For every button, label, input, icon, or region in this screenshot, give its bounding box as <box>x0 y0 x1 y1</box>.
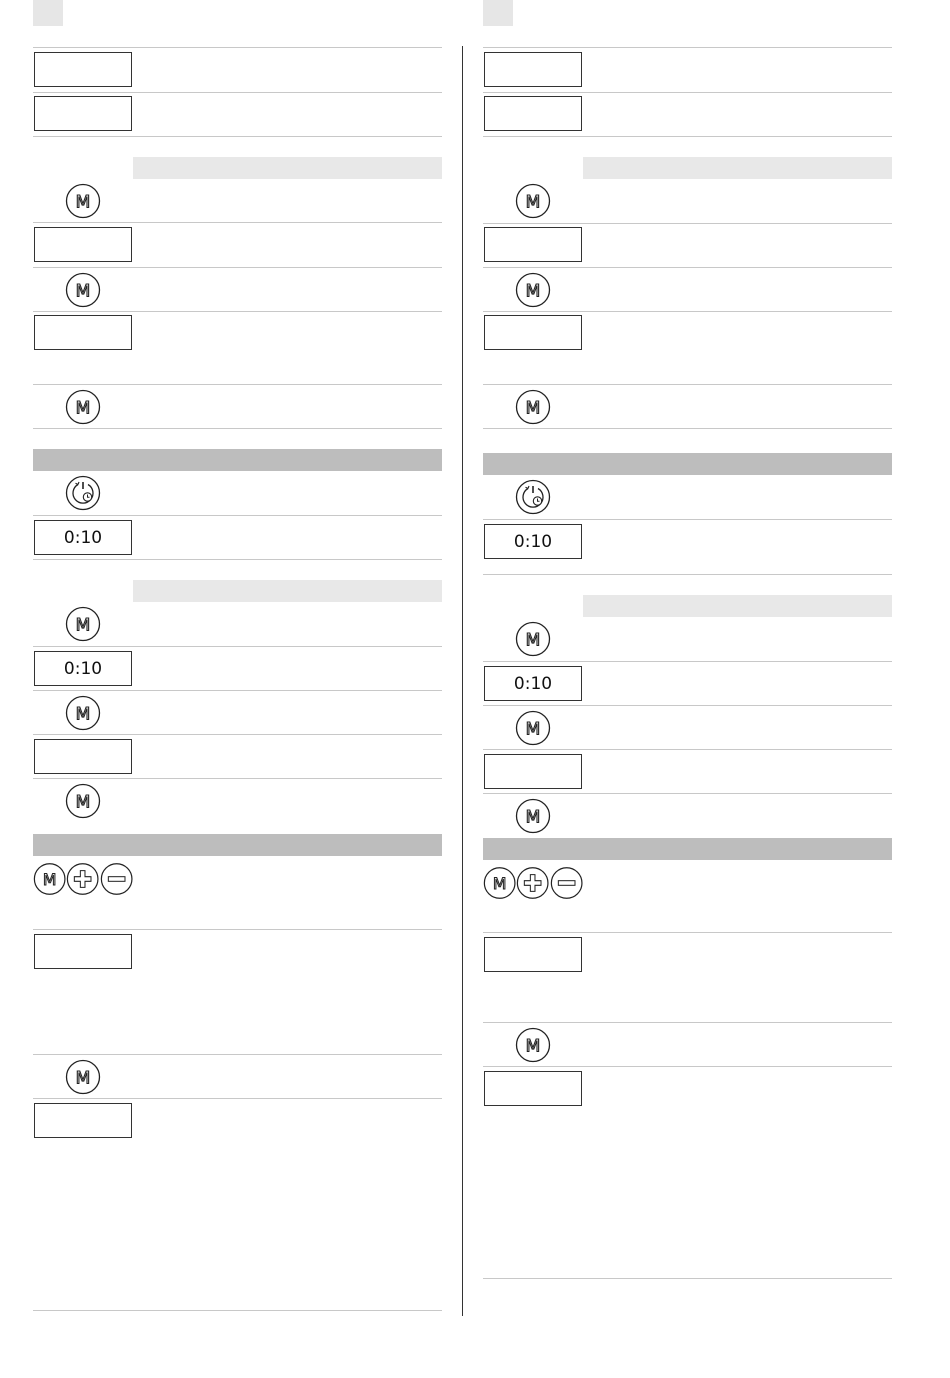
subsection-bar <box>583 157 892 179</box>
divider <box>33 311 442 312</box>
svg-text:M: M <box>525 192 541 213</box>
divider <box>483 428 892 429</box>
timer-clock-icon <box>515 479 551 515</box>
menu-step <box>33 1057 133 1097</box>
menu-step <box>33 387 133 427</box>
svg-text:M: M <box>75 398 91 419</box>
menu-m-button-icon <box>65 272 101 308</box>
divider <box>33 267 442 268</box>
divider <box>483 705 892 706</box>
menu-m-button-icon <box>515 710 551 746</box>
language-badge <box>33 0 63 26</box>
display-panel <box>484 1071 582 1106</box>
section-bar <box>33 834 442 856</box>
menu-m-button-icon <box>515 183 551 219</box>
divider <box>33 646 442 647</box>
button-combo-step <box>483 863 583 903</box>
language-badge <box>483 0 513 26</box>
display-panel <box>34 934 132 969</box>
svg-text:M: M <box>75 704 91 725</box>
svg-text:M: M <box>525 1036 541 1057</box>
display-panel <box>34 739 132 774</box>
svg-text:M: M <box>525 281 541 302</box>
display-panel <box>34 52 132 87</box>
menu-m-button-icon <box>483 865 516 901</box>
divider <box>483 661 892 662</box>
menu-step <box>33 781 133 821</box>
svg-text:M: M <box>75 1068 91 1089</box>
display-panel <box>484 937 582 972</box>
menu-step <box>483 796 583 836</box>
divider <box>483 311 892 312</box>
display-panel <box>484 227 582 262</box>
menu-m-button-icon <box>65 1059 101 1095</box>
divider <box>33 559 442 560</box>
menu-step <box>483 181 583 221</box>
display-panel <box>484 754 582 789</box>
display-panel <box>484 315 582 350</box>
menu-step <box>33 693 133 733</box>
menu-step <box>483 619 583 659</box>
divider <box>483 1066 892 1067</box>
divider <box>483 47 892 48</box>
svg-text:M: M <box>525 719 541 740</box>
display-panel: 0:10 <box>484 666 582 701</box>
menu-m-button-icon <box>515 798 551 834</box>
divider <box>33 428 442 429</box>
svg-text:M: M <box>75 192 91 213</box>
menu-m-button-icon <box>515 621 551 657</box>
menu-step <box>33 270 133 310</box>
divider <box>33 1310 442 1311</box>
divider <box>33 515 442 516</box>
svg-text:M: M <box>75 792 91 813</box>
left-column <box>33 0 453 1330</box>
timer-step <box>33 473 133 513</box>
divider <box>33 384 442 385</box>
svg-text:M: M <box>75 615 91 636</box>
divider <box>483 1022 892 1023</box>
right-column <box>483 0 903 1330</box>
menu-m-button-icon <box>65 695 101 731</box>
plus-button-icon <box>66 861 99 897</box>
divider <box>483 223 892 224</box>
svg-text:M: M <box>525 398 541 419</box>
display-panel: 0:10 <box>34 520 132 555</box>
divider <box>33 929 442 930</box>
divider <box>33 690 442 691</box>
divider <box>33 734 442 735</box>
divider <box>483 793 892 794</box>
divider <box>33 136 442 137</box>
divider <box>483 267 892 268</box>
divider <box>33 92 442 93</box>
menu-m-button-icon <box>515 1027 551 1063</box>
menu-m-button-icon <box>65 183 101 219</box>
minus-button-icon <box>100 861 133 897</box>
subsection-bar <box>133 580 442 602</box>
svg-text:M: M <box>525 630 541 651</box>
display-panel: 0:10 <box>484 524 582 559</box>
menu-m-button-icon <box>65 389 101 425</box>
menu-step <box>33 604 133 644</box>
menu-step <box>33 181 133 221</box>
button-combo-step <box>33 859 133 899</box>
menu-m-button-icon <box>515 389 551 425</box>
svg-text:M: M <box>525 807 541 828</box>
divider <box>33 222 442 223</box>
section-bar <box>33 449 442 471</box>
display-panel <box>484 52 582 87</box>
divider <box>33 47 442 48</box>
menu-m-button-icon <box>65 606 101 642</box>
minus-button-icon <box>550 865 583 901</box>
column-divider <box>462 46 463 1316</box>
divider <box>33 1054 442 1055</box>
subsection-bar <box>133 157 442 179</box>
timer-clock-icon <box>65 475 101 511</box>
subsection-bar <box>583 595 892 617</box>
divider <box>483 92 892 93</box>
divider <box>483 519 892 520</box>
svg-text:M: M <box>75 281 91 302</box>
display-panel <box>34 96 132 131</box>
menu-m-button-icon <box>65 783 101 819</box>
menu-step <box>483 270 583 310</box>
menu-step <box>483 708 583 748</box>
menu-m-button-icon <box>33 861 66 897</box>
divider <box>483 749 892 750</box>
menu-m-button-icon <box>515 272 551 308</box>
section-bar <box>483 453 892 475</box>
section-bar <box>483 838 892 860</box>
divider <box>483 384 892 385</box>
menu-step <box>483 1025 583 1065</box>
timer-step <box>483 477 583 517</box>
svg-text:M: M <box>492 874 507 894</box>
display-panel <box>34 227 132 262</box>
display-panel <box>484 96 582 131</box>
divider <box>483 1278 892 1279</box>
display-panel <box>34 315 132 350</box>
display-panel <box>34 1103 132 1138</box>
divider <box>483 574 892 575</box>
divider <box>483 136 892 137</box>
svg-text:M: M <box>42 870 57 890</box>
divider <box>33 1098 442 1099</box>
divider <box>33 778 442 779</box>
plus-button-icon <box>516 865 549 901</box>
display-panel: 0:10 <box>34 651 132 686</box>
menu-step <box>483 387 583 427</box>
divider <box>483 932 892 933</box>
